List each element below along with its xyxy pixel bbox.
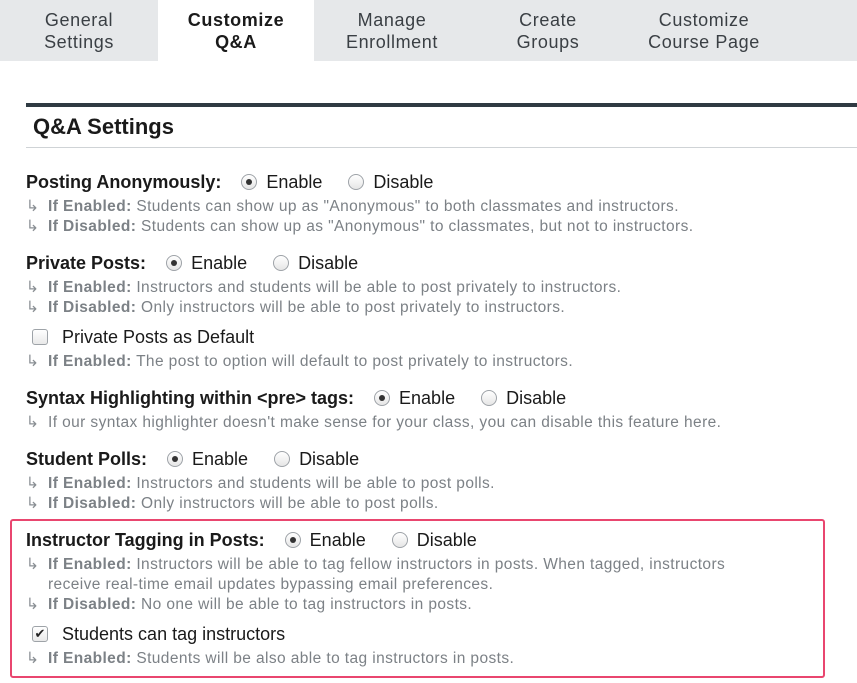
return-arrow-icon: ↳ [26, 218, 40, 235]
help-text [26, 649, 514, 669]
radio-button-selected[interactable] [166, 255, 182, 271]
help-text [26, 595, 472, 615]
help-body: Students can show up as "Anonymous" to classmates, but not to instructors. [136, 218, 694, 235]
checkbox-label: Private Posts as Default [62, 326, 255, 347]
option-label: Enable [191, 252, 248, 273]
help-bold: If Disabled: [48, 596, 137, 613]
radio-button-selected[interactable] [241, 174, 257, 190]
help-text [26, 197, 679, 217]
help-text [26, 413, 721, 433]
help-body: Instructors and students will be able to post polls. [131, 475, 495, 492]
return-arrow-icon: ↳ [26, 198, 40, 215]
help-bold: If Disabled: [48, 299, 137, 316]
help-text [26, 298, 565, 318]
option-label: Enable [309, 529, 366, 550]
students-tag-instructors-checkbox-row[interactable] [32, 623, 285, 645]
posting-anonymously-setting [26, 171, 459, 193]
help-body: Instructors will be able to tag fellow instructors in posts. When tagged, instructors [131, 556, 726, 573]
return-arrow-icon: ↳ [26, 299, 40, 316]
help-bold: If Enabled: [48, 475, 132, 492]
private-posts-enable-option[interactable] [166, 253, 247, 274]
return-arrow-icon: ↳ [26, 556, 40, 573]
checkbox-label: Students can tag instructors [62, 623, 286, 644]
help-text [26, 278, 621, 298]
radio-button[interactable] [392, 532, 408, 548]
section-top-rule [26, 103, 857, 107]
student-polls-setting [26, 448, 385, 470]
option-label: Disable [416, 529, 477, 550]
tab-create-groups[interactable]: Create Groups [516, 9, 580, 52]
tab-customize-course-page[interactable]: Customize Course Page [648, 9, 760, 52]
option-label: Enable [266, 171, 323, 192]
return-arrow-icon: ↳ [26, 596, 40, 613]
radio-button[interactable] [481, 390, 497, 406]
instructor-tagging-setting [26, 529, 503, 551]
help-body: Only instructors will be able to post privately to instructors. [136, 299, 566, 316]
tagging-disable-option[interactable] [392, 530, 477, 551]
help-text [26, 494, 439, 514]
page-title: Q&A Settings [33, 114, 174, 139]
radio-button[interactable] [274, 451, 290, 467]
option-label: Enable [399, 387, 456, 408]
radio-button[interactable] [273, 255, 289, 271]
radio-button-selected[interactable] [167, 451, 183, 467]
help-bold: If Enabled: [48, 650, 132, 667]
help-bold: If Enabled: [48, 556, 132, 573]
tagging-enable-option[interactable] [285, 530, 366, 551]
return-arrow-icon: ↳ [26, 279, 40, 296]
polls-enable-option[interactable] [167, 449, 248, 470]
setting-label: Private Posts: [26, 252, 147, 273]
option-label: Enable [192, 448, 249, 469]
help-text [26, 474, 495, 494]
help-text-continued [26, 575, 493, 595]
option-label: Disable [298, 252, 359, 273]
help-bold: If Enabled: [48, 353, 132, 370]
return-arrow-icon: ↳ [26, 650, 40, 667]
help-text [26, 352, 573, 372]
private-posts-disable-option[interactable] [273, 253, 358, 274]
help-body: The post to option will default to post privately to instructors. [131, 353, 574, 370]
help-body: Students will be also able to tag instructors in posts. [131, 650, 515, 667]
help-body: receive real-time email updates bypassing email preferences. [48, 576, 494, 593]
radio-button-selected[interactable] [374, 390, 390, 406]
help-text [26, 555, 725, 575]
tab-customize-qa[interactable]: Customize Q&A [158, 0, 314, 61]
help-bold: If Disabled: [48, 218, 137, 235]
section-divider [26, 147, 857, 148]
settings-tab-bar [0, 0, 857, 61]
syntax-disable-option[interactable] [481, 388, 566, 409]
setting-label: Syntax Highlighting within <pre> tags: [26, 387, 355, 408]
option-label: Disable [373, 171, 434, 192]
return-arrow-icon: ↳ [26, 353, 40, 370]
private-posts-default-checkbox-row[interactable] [32, 326, 254, 348]
help-body: If our syntax highlighter doesn't make sense for your class, you can disable this feature here. [48, 414, 722, 431]
help-bold: If Enabled: [48, 198, 132, 215]
setting-label: Posting Anonymously: [26, 171, 222, 192]
return-arrow-icon: ↳ [26, 495, 40, 512]
syntax-highlighting-setting [26, 387, 592, 409]
private-posts-setting [26, 252, 384, 274]
help-bold: If Enabled: [48, 279, 132, 296]
option-label: Disable [299, 448, 360, 469]
syntax-enable-option[interactable] [374, 388, 455, 409]
option-label: Disable [506, 387, 567, 408]
setting-label: Instructor Tagging in Posts: [26, 529, 265, 550]
polls-disable-option[interactable] [274, 449, 359, 470]
return-arrow-icon: ↳ [26, 414, 40, 431]
radio-button-selected[interactable] [285, 532, 301, 548]
tab-manage-enrollment[interactable]: Manage Enrollment [345, 9, 439, 52]
posting-anon-disable-option[interactable] [348, 172, 433, 193]
help-body: Only instructors will be able to post polls. [136, 495, 439, 512]
help-body: No one will be able to tag instructors in posts. [136, 596, 473, 613]
return-arrow-icon: ↳ [26, 475, 40, 492]
help-text [26, 217, 693, 237]
radio-button[interactable] [348, 174, 364, 190]
help-bold: If Disabled: [48, 495, 137, 512]
help-body: Students can show up as "Anonymous" to both classmates and instructors. [131, 198, 679, 215]
private-posts-default-checkbox[interactable] [32, 329, 48, 345]
students-tag-instructors-checkbox[interactable]: ✔ [32, 626, 48, 642]
help-body: Instructors and students will be able to post privately to instructors. [131, 279, 622, 296]
setting-label: Student Polls: [26, 448, 147, 469]
tab-general-settings[interactable]: General Settings [44, 9, 114, 52]
posting-anon-enable-option[interactable] [241, 172, 322, 193]
